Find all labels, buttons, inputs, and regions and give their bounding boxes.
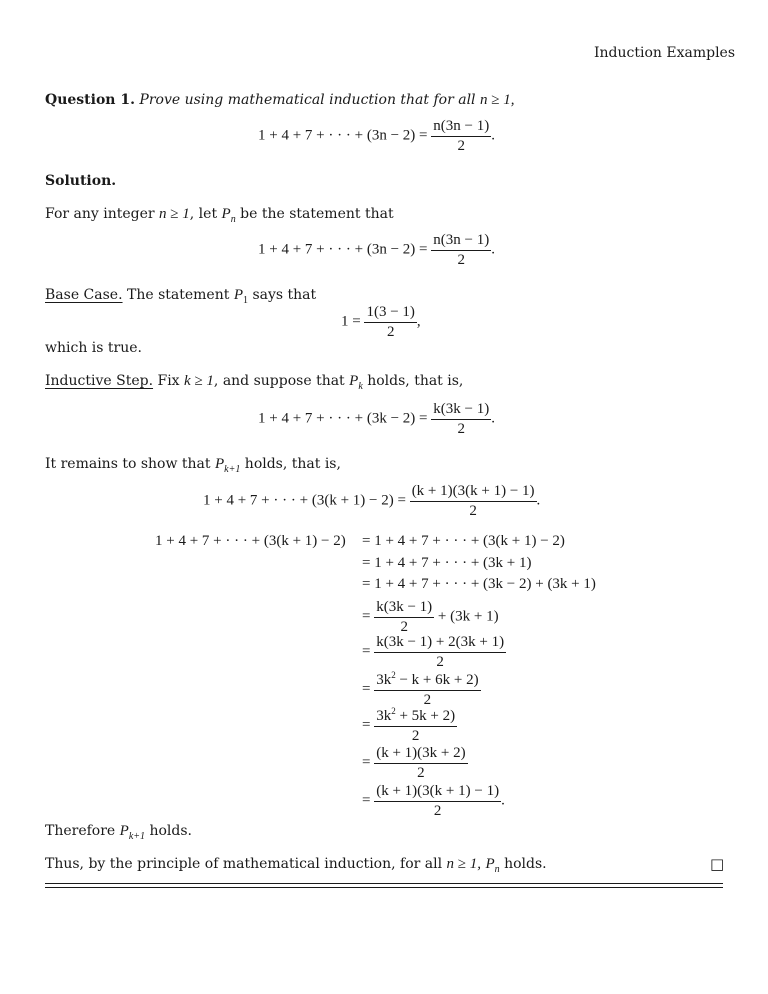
numerator: k(3k − 1) — [431, 400, 491, 420]
punct: . — [491, 241, 495, 258]
question-equation — [258, 117, 495, 156]
numerator: k(3k − 1) + 2(3k + 1) — [374, 633, 506, 653]
final-sub: n — [494, 863, 500, 875]
qed-symbol: □ — [710, 855, 725, 873]
fraction — [374, 744, 467, 783]
base-case-conclusion: which is true. — [45, 340, 142, 356]
denominator: 2 — [457, 420, 465, 437]
derivation-row-1: = 1 + 4 + 7 + · · · + (3(k + 1) − 2) — [362, 533, 565, 549]
remains-line — [45, 457, 341, 475]
punct: , — [416, 313, 421, 330]
denominator: 2 — [423, 691, 432, 708]
equals-sign: = — [362, 681, 371, 698]
hypothesis-equation — [258, 400, 495, 439]
therefore-suffix: holds. — [149, 823, 193, 839]
punct: . — [536, 492, 541, 509]
equation-lhs: 1 + 4 + 7 + · · · + (3(k + 1) − 2) = — [203, 492, 406, 509]
derivation-row-9 — [362, 782, 505, 821]
derivation-row-8 — [362, 744, 468, 783]
intro-math: n ≥ 1 — [159, 206, 190, 222]
intro-mid: , let — [189, 206, 218, 222]
remains-suffix: holds, that is, — [244, 456, 341, 472]
denominator: 2 — [433, 802, 442, 819]
inductive-math: k ≥ 1 — [184, 373, 214, 389]
final-conclusion — [45, 857, 547, 875]
final-prefix: Thus, by the principle of mathematical induction, for all — [45, 856, 443, 872]
num-part: 3k — [376, 672, 392, 688]
question-line — [45, 93, 514, 108]
intro-suffix: be the statement that — [240, 206, 394, 222]
intro-sub: n — [230, 213, 236, 225]
therefore-var: P — [119, 823, 129, 839]
base-case-label: Base Case. — [45, 287, 123, 303]
derivation-row-3: = 1 + 4 + 7 + · · · + (3k − 2) + (3k + 1) — [362, 576, 596, 592]
punct: . — [491, 410, 495, 427]
question-label: Question 1. — [45, 92, 135, 108]
question-prompt: Prove using mathematical induction that for all — [139, 92, 476, 108]
numerator: (k + 1)(3(k + 1) − 1) — [374, 782, 501, 802]
derivation-row-7 — [362, 706, 457, 746]
numerator: (k + 1)(3k + 2) — [374, 744, 467, 764]
denominator: 2 — [457, 251, 465, 268]
end-rule-bottom — [45, 887, 723, 888]
denominator: 2 — [417, 764, 425, 781]
equals-sign: = — [362, 643, 371, 660]
num-exponent: 2 — [391, 670, 396, 680]
remains-prefix: It remains to show that — [45, 456, 211, 472]
derivation-lhs: 1 + 4 + 7 + · · · + (3(k + 1) − 2) — [155, 533, 346, 549]
numerator: n(3n − 1) — [431, 231, 491, 251]
therefore-sub: k+1 — [128, 830, 146, 842]
therefore-prefix: Therefore — [45, 823, 116, 839]
equals-sign: = — [362, 608, 371, 625]
final-suffix: holds. — [504, 856, 547, 872]
denominator: 2 — [436, 653, 444, 670]
inductive-prefix: Fix — [157, 373, 180, 389]
inductive-mid: , and suppose that — [213, 373, 345, 389]
derivation-row-2: = 1 + 4 + 7 + · · · + (3k + 1) — [362, 555, 532, 571]
inductive-sub: k — [358, 380, 363, 392]
num-part: 3k — [376, 708, 392, 724]
inductive-step-line — [45, 374, 463, 392]
denominator: 2 — [469, 502, 477, 519]
derivation-row-4 — [362, 598, 499, 637]
fraction — [431, 231, 491, 270]
base-case-equation — [341, 303, 421, 342]
base-case-line — [45, 288, 316, 306]
goal-equation — [203, 482, 540, 521]
equation-lhs: 1 + 4 + 7 + · · · + (3k − 2) = — [258, 410, 428, 427]
base-case-sub: 1 — [243, 294, 248, 306]
end-rule-top — [45, 883, 723, 884]
fraction — [374, 598, 434, 637]
numerator: n(3n − 1) — [431, 117, 491, 137]
equals-sign: = — [362, 717, 371, 734]
inductive-suffix: holds, that is, — [367, 373, 464, 389]
equals-sign: = — [362, 792, 371, 809]
running-title: Induction Examples — [594, 45, 736, 61]
statement-equation — [258, 231, 495, 270]
fraction — [374, 633, 506, 672]
fraction — [364, 303, 416, 342]
equation-lhs: 1 + 4 + 7 + · · · + (3n − 2) = — [258, 127, 428, 144]
numerator — [374, 706, 457, 727]
fraction — [431, 117, 491, 156]
base-case-suffix: says that — [252, 287, 317, 303]
fraction — [431, 400, 491, 439]
num-exponent: 2 — [391, 706, 396, 716]
solution-heading: Solution. — [45, 173, 117, 189]
numerator — [374, 670, 480, 691]
intro-prefix: For any integer — [45, 206, 155, 222]
fraction — [374, 670, 480, 710]
inductive-step-label: Inductive Step. — [45, 373, 154, 389]
question-condition: n ≥ 1, — [480, 92, 515, 108]
equation-lhs: 1 + 4 + 7 + · · · + (3n − 2) = — [258, 241, 428, 258]
derivation-row-5 — [362, 633, 506, 672]
denominator: 2 — [411, 727, 420, 744]
remains-sub: k+1 — [224, 463, 241, 475]
num-part: − k + 6k + 2) — [395, 672, 479, 688]
equation-lhs: 1 = — [341, 313, 361, 330]
fraction — [374, 782, 501, 821]
fraction — [374, 706, 457, 746]
base-case-var: P — [233, 287, 243, 303]
remains-var: P — [214, 456, 225, 472]
denominator: 2 — [386, 323, 395, 340]
denominator: 2 — [457, 137, 465, 154]
final-var: P — [485, 856, 495, 872]
derivation-row-6 — [362, 670, 481, 710]
num-part: + 5k + 2) — [395, 708, 456, 724]
inductive-var: P — [349, 373, 359, 389]
numerator: 1(3 − 1) — [364, 303, 416, 323]
intro-var: P — [221, 206, 231, 222]
row-tail: + (3k + 1) — [437, 608, 499, 625]
numerator: k(3k − 1) — [374, 598, 434, 618]
solution-intro — [45, 207, 394, 225]
final-math: n ≥ 1, — [446, 856, 482, 872]
punct: . — [501, 792, 505, 809]
fraction — [410, 482, 537, 521]
denominator: 2 — [400, 618, 408, 635]
punct: . — [491, 127, 495, 144]
equals-sign: = — [362, 754, 371, 771]
therefore-line — [45, 824, 192, 842]
base-case-prefix: The statement — [127, 287, 230, 303]
numerator: (k + 1)(3(k + 1) − 1) — [410, 482, 537, 502]
